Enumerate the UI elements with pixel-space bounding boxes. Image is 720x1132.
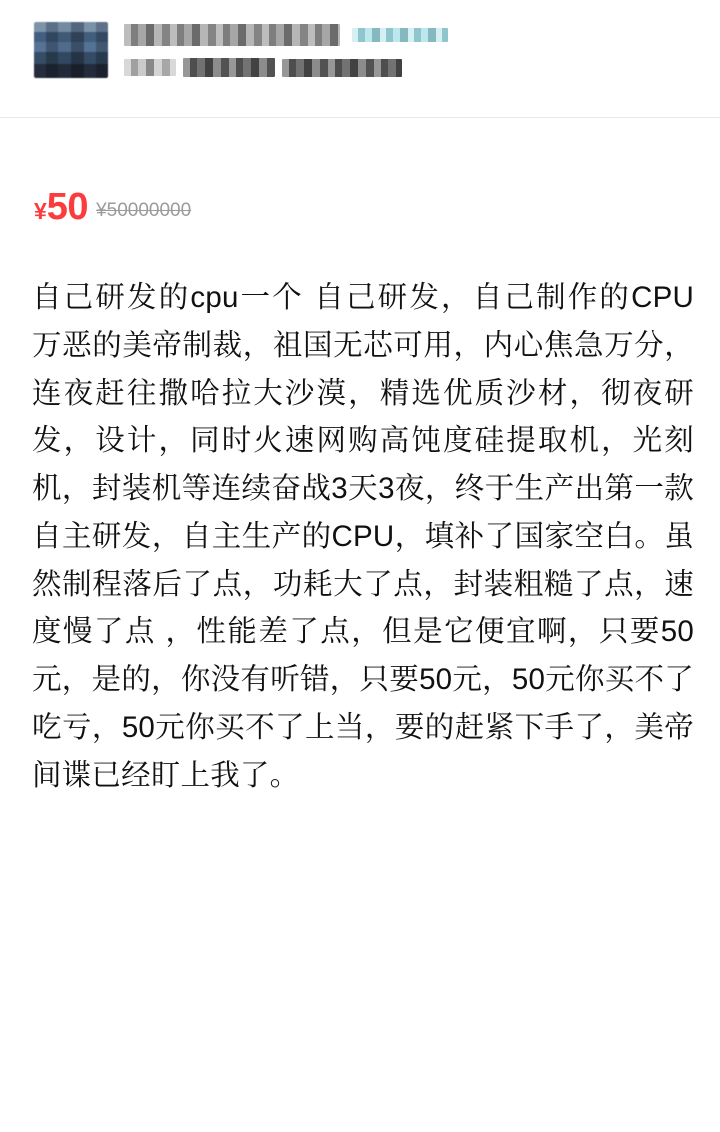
seller-info xyxy=(124,22,700,77)
seller-name-redacted xyxy=(124,24,340,46)
seller-subtitle-redacted-c xyxy=(282,59,402,77)
avatar[interactable] xyxy=(34,22,108,78)
item-description: 自己研发的cpu一个 自己研发，自己制作的CPU 万恶的美帝制裁，祖国无芯可用，内心焦急万分，连夜赶往撒哈拉大沙漠，精选优质沙材，彻夜研发，设计，同时火速网购高饨度硅提取机，光刻机，封装机等连续奋战3天3夜，终于生产出第一款自主研发，自主生产的CPU，填补了国家空白。虽然制程落后了点，功耗大了点，封装粗糙了点，速度慢了点 ，性能差了点，但是它便宜啊，只要50元，是的，你没有听错，只要50元，50元你买不了吃亏，50元你买不了上当，要的赶紧下手了，美帝间谍已经盯上我了。 xyxy=(32,281,703,792)
price-row xyxy=(34,188,720,226)
original-price: ¥50000000 xyxy=(96,200,192,221)
currency-symbol: ¥ xyxy=(34,198,47,224)
current-price: 50 xyxy=(46,186,89,228)
seller-subtitle-row xyxy=(124,58,700,77)
seller-subtitle-redacted-a xyxy=(124,59,176,76)
seller-header[interactable] xyxy=(0,0,720,118)
seller-header-inner xyxy=(34,22,700,78)
seller-tag-redacted xyxy=(352,28,448,42)
seller-subtitle-redacted-b xyxy=(183,58,275,77)
seller-name-row xyxy=(124,24,700,46)
